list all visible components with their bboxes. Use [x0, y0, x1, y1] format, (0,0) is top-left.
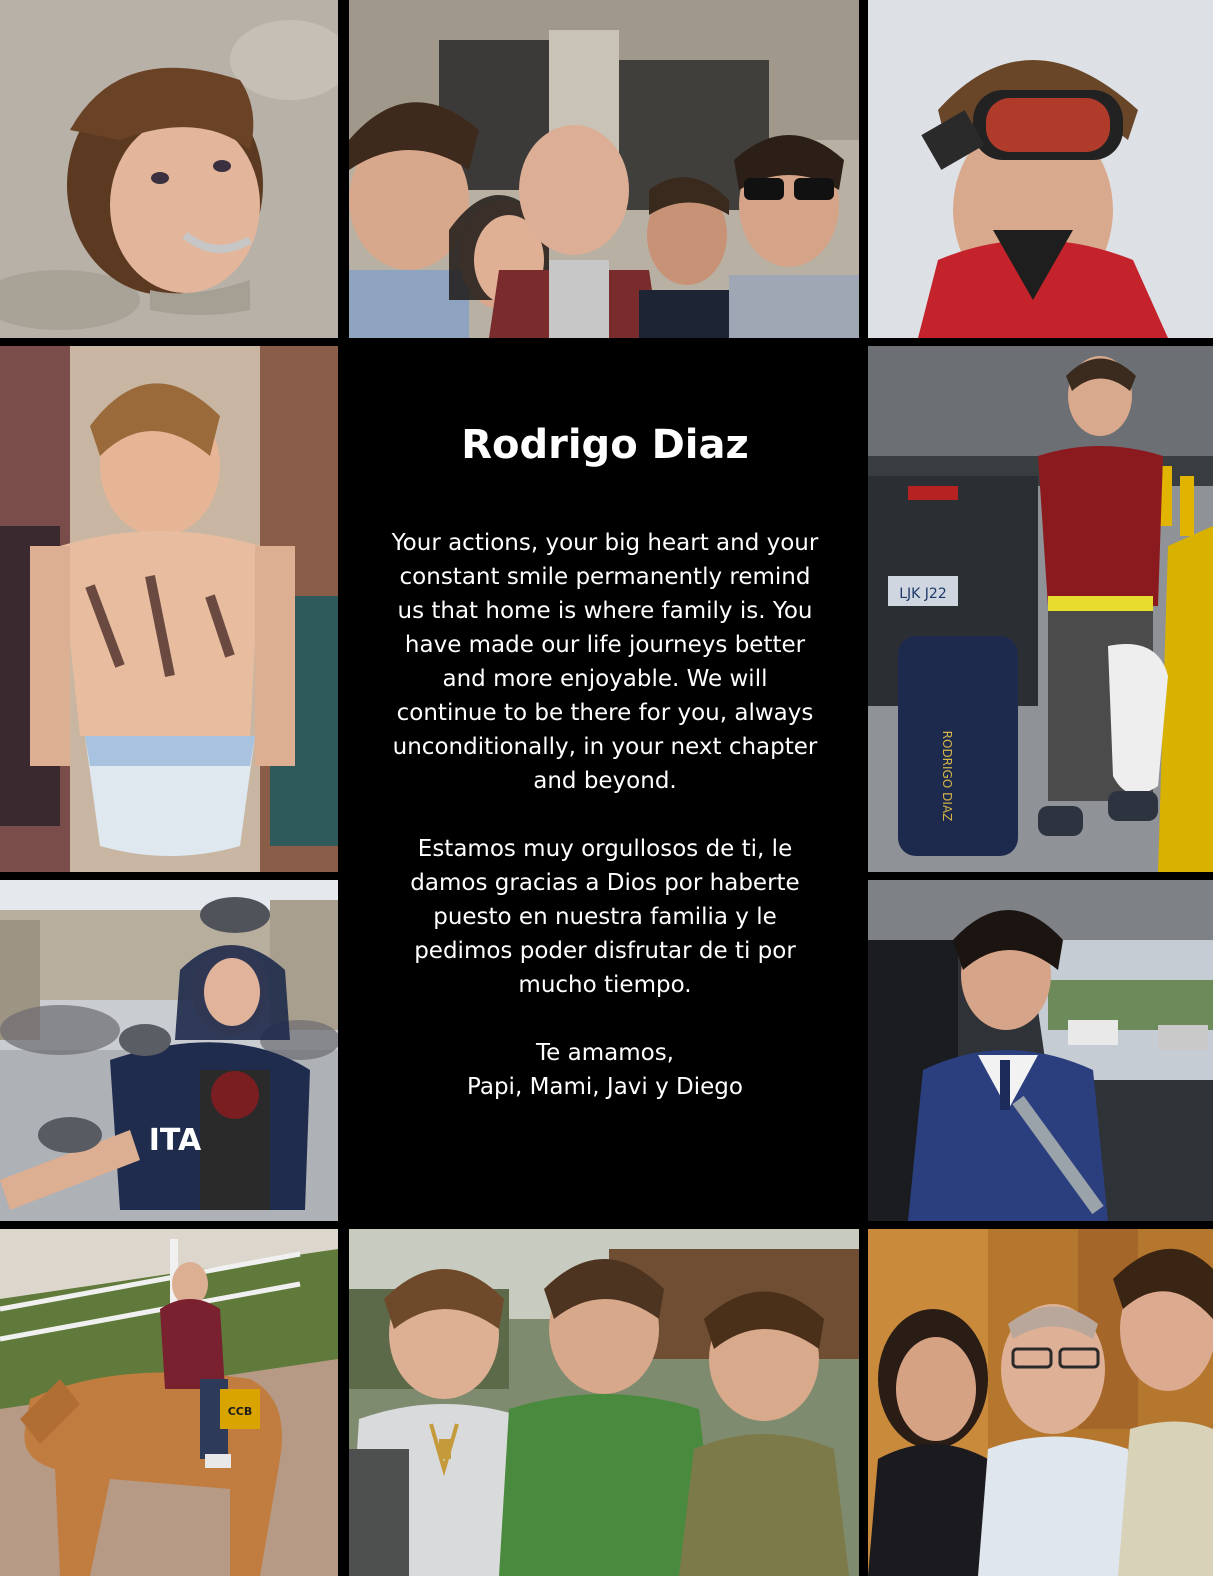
photo-boy-in-sand: [0, 0, 338, 338]
message-line: and beyond.: [533, 768, 677, 794]
saddle-text: CCB: [227, 1405, 253, 1418]
paragraph-spacer: [344, 1002, 866, 1036]
photo-toddler-mud: [0, 346, 338, 872]
closing-line: Te amamos,: [536, 1040, 674, 1066]
tribute-name: Rodrigo Diaz: [461, 422, 749, 468]
paragraph-spacer: [344, 798, 866, 832]
photo-boy-on-horse: [0, 1229, 338, 1576]
photo-teen-in-car: [868, 880, 1213, 1221]
tribute-panel: [344, 346, 866, 1221]
message-line: have made our life journeys better: [404, 632, 806, 658]
message-line: Estamos muy orgullosos de ti, le: [417, 836, 793, 862]
message-line: continue to be there for you, always: [396, 700, 814, 726]
tribute-message: [344, 526, 866, 1104]
photo-boy-pigeons-venice: [0, 880, 338, 1221]
photo-three-boys: [349, 1229, 859, 1576]
photo-boy-ski-goggles: [868, 0, 1213, 338]
photo-teen-luggage: [868, 346, 1213, 872]
message-line: mucho tiempo.: [518, 972, 692, 998]
message-line: us that home is where family is. You: [397, 598, 813, 624]
message-line: damos gracias a Dios por haberte: [410, 870, 800, 896]
license-plate-text: LJK J22: [899, 586, 947, 602]
message-line: pedimos poder disfrutar de ti por: [414, 938, 796, 964]
message-line: puesto en nuestra familia y le: [433, 904, 777, 930]
photo-family-indoor: [868, 1229, 1213, 1576]
message-line: unconditionally, in your next chapter: [392, 734, 818, 760]
bag-label-text: RODRIGO DIAZ: [940, 730, 954, 822]
signature-line: Papi, Mami, Javi y Diego: [467, 1074, 743, 1100]
shirt-text: ITA: [148, 1123, 202, 1158]
photo-family-selfie: [349, 0, 859, 338]
message-line: and more enjoyable. We will: [442, 666, 768, 692]
message-line: constant smile permanently remind: [399, 564, 811, 590]
message-line: Your actions, your big heart and your: [391, 530, 819, 556]
